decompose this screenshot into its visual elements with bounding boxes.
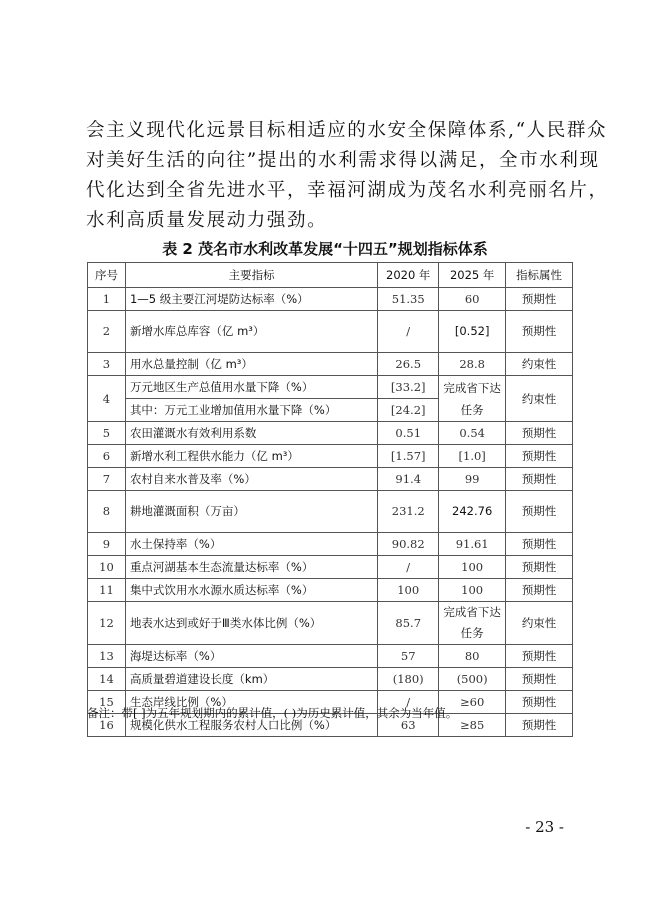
body-paragraph bbox=[86, 116, 609, 236]
cell-attr: 预期性 bbox=[506, 668, 573, 691]
cell-ind: 1—5 级主要江河堤防达标率（%） bbox=[125, 288, 377, 311]
table-title: 表 2 茂名市水利改革发展“十四五”规划指标体系 bbox=[162, 240, 488, 258]
cell-ind: 地表水达到或好于Ⅲ类水体比例（%） bbox=[125, 602, 377, 645]
cell-v2020: [1.57] bbox=[378, 445, 439, 468]
cell-no: 10 bbox=[88, 556, 126, 579]
header-cell: 2020 年 bbox=[378, 263, 439, 288]
table-row bbox=[88, 376, 573, 399]
cell-v2025: 242.76 bbox=[439, 491, 506, 533]
cell-v2020: 91.4 bbox=[378, 468, 439, 491]
cell-attr: 约束性 bbox=[506, 602, 573, 645]
cell-v2020: 100 bbox=[378, 579, 439, 602]
paragraph-line: 代化达到全省先进水平，幸福河湖成为茂名水利亮丽名片， bbox=[86, 180, 609, 201]
cell-v2020: / bbox=[378, 311, 439, 353]
cell-no: 12 bbox=[88, 602, 126, 645]
cell-ind: 高质量碧道建设长度（km） bbox=[125, 668, 377, 691]
header-cell: 主要指标 bbox=[125, 263, 377, 288]
cell-attr: 预期性 bbox=[506, 714, 573, 737]
cell-ind: 农村自来水普及率（%） bbox=[125, 468, 377, 491]
indicator-table bbox=[87, 262, 573, 737]
cell-v2025: ≥85 bbox=[439, 714, 506, 737]
cell-ind: 海堤达标率（%） bbox=[125, 645, 377, 668]
cell-no: 11 bbox=[88, 579, 126, 602]
cell-v2025: [1.0] bbox=[439, 445, 506, 468]
cell-ind: 农田灌溉水有效利用系数 bbox=[125, 422, 377, 445]
paragraph-line: 会主义现代化远景目标相适应的水安全保障体系,“人民群众 bbox=[86, 120, 608, 141]
cell-v2020: [33.2] bbox=[378, 376, 439, 399]
header-cell: 2025 年 bbox=[439, 263, 506, 288]
cell-v2025: 0.54 bbox=[439, 422, 506, 445]
cell-attr: 预期性 bbox=[506, 691, 573, 714]
cell-ind: 新增水利工程供水能力（亿 m³） bbox=[125, 445, 377, 468]
cell-v2020: (180) bbox=[378, 668, 439, 691]
table-row bbox=[88, 556, 573, 579]
table-row bbox=[88, 288, 573, 311]
cell-v2025: 91.61 bbox=[439, 533, 506, 556]
cell-attr: 约束性 bbox=[506, 353, 573, 376]
cell-no: 8 bbox=[88, 491, 126, 533]
table-row bbox=[88, 645, 573, 668]
table-row bbox=[88, 533, 573, 556]
cell-v2025: 完成省下达任务 bbox=[439, 602, 506, 645]
table-row bbox=[88, 468, 573, 491]
paragraph-line: 对美好生活的向往”提出的水利需求得以满足，全市水利现 bbox=[86, 150, 600, 171]
table-row bbox=[88, 602, 573, 645]
cell-no: 14 bbox=[88, 668, 126, 691]
cell-v2025: 80 bbox=[439, 645, 506, 668]
cell-v2020: / bbox=[378, 691, 439, 714]
cell-no: 1 bbox=[88, 288, 126, 311]
page-number: - 23 - bbox=[525, 818, 564, 836]
cell-no: 9 bbox=[88, 533, 126, 556]
cell-ind: 耕地灌溉面积（万亩） bbox=[125, 491, 377, 533]
cell-no: 3 bbox=[88, 353, 126, 376]
cell-v2025: 60 bbox=[439, 288, 506, 311]
cell-v2025: 28.8 bbox=[439, 353, 506, 376]
cell-attr: 预期性 bbox=[506, 645, 573, 668]
cell-attr: 预期性 bbox=[506, 288, 573, 311]
cell-ind: 新增水库总库容（亿 m³） bbox=[125, 311, 377, 353]
cell-ind: 集中式饮用水水源水质达标率（%） bbox=[125, 579, 377, 602]
cell-attr: 预期性 bbox=[506, 445, 573, 468]
cell-attr: 预期性 bbox=[506, 468, 573, 491]
paragraph-line: 水利高质量发展动力强劲。 bbox=[86, 210, 328, 231]
cell-v2025: 100 bbox=[439, 579, 506, 602]
cell-attr: 预期性 bbox=[506, 556, 573, 579]
cell-v2025: (500) bbox=[439, 668, 506, 691]
cell-attr: 预期性 bbox=[506, 422, 573, 445]
cell-ind: 生态岸线比例（%） bbox=[125, 691, 377, 714]
cell-attr: 预期性 bbox=[506, 579, 573, 602]
cell-v2020: 51.35 bbox=[378, 288, 439, 311]
cell-ind: 重点河湖基本生态流量达标率（%） bbox=[125, 556, 377, 579]
cell-v2025: 100 bbox=[439, 556, 506, 579]
cell-v2020: 26.5 bbox=[378, 353, 439, 376]
cell-no: 5 bbox=[88, 422, 126, 445]
cell-v2025: 完成省下达任务 bbox=[439, 376, 506, 422]
cell-attr: 预期性 bbox=[506, 533, 573, 556]
table-row bbox=[88, 668, 573, 691]
table-row bbox=[88, 422, 573, 445]
cell-attr: 预期性 bbox=[506, 311, 573, 353]
cell-no: 7 bbox=[88, 468, 126, 491]
cell-no: 2 bbox=[88, 311, 126, 353]
cell-v2020: / bbox=[378, 556, 439, 579]
header-cell: 序号 bbox=[88, 263, 126, 288]
cell-ind: 规模化供水工程服务农村人口比例（%） bbox=[125, 714, 377, 737]
table-header bbox=[88, 263, 573, 288]
cell-v2020: 90.82 bbox=[378, 533, 439, 556]
cell-v2020: 63 bbox=[378, 714, 439, 737]
cell-ind2: 其中：万元工业增加值用水量下降（%） bbox=[125, 399, 377, 422]
cell-v2020b: [24.2] bbox=[378, 399, 439, 422]
cell-no: 13 bbox=[88, 645, 126, 668]
header-cell: 指标属性 bbox=[506, 263, 573, 288]
cell-v2020: 231.2 bbox=[378, 491, 439, 533]
cell-v2025: ≥60 bbox=[439, 691, 506, 714]
cell-v2020: 57 bbox=[378, 645, 439, 668]
table-note: 备注：带[ ]为五年规划期内的累计值，( )为历史累计值，其余为当年值。 bbox=[87, 706, 458, 720]
cell-v2025: 99 bbox=[439, 468, 506, 491]
cell-no: 15 bbox=[88, 691, 126, 714]
table-row bbox=[88, 579, 573, 602]
cell-ind: 用水总量控制（亿 m³） bbox=[125, 353, 377, 376]
cell-attr: 约束性 bbox=[506, 376, 573, 422]
cell-v2020: 0.51 bbox=[378, 422, 439, 445]
table-row bbox=[88, 311, 573, 353]
table-row bbox=[88, 491, 573, 533]
cell-no: 4 bbox=[88, 376, 126, 422]
cell-v2020: 85.7 bbox=[378, 602, 439, 645]
cell-no: 16 bbox=[88, 714, 126, 737]
cell-attr: 预期性 bbox=[506, 491, 573, 533]
cell-ind: 水土保持率（%） bbox=[125, 533, 377, 556]
table-row bbox=[88, 353, 573, 376]
cell-no: 6 bbox=[88, 445, 126, 468]
cell-v2025: [0.52] bbox=[439, 311, 506, 353]
cell-ind: 万元地区生产总值用水量下降（%） bbox=[125, 376, 377, 399]
table-row bbox=[88, 445, 573, 468]
